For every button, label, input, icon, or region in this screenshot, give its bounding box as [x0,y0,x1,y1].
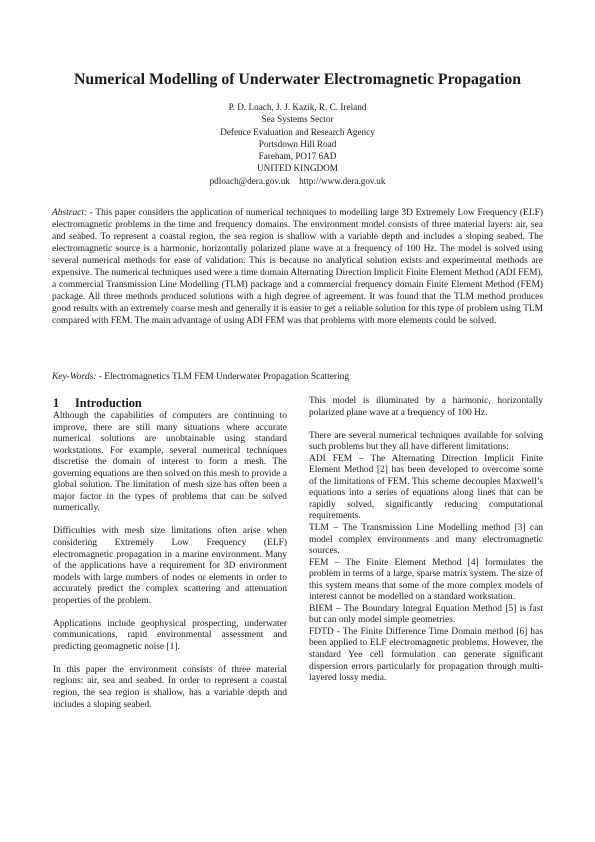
section-heading-introduction [53,396,287,410]
left-column [53,396,287,711]
author-contact: pdloach@dera.gov.uk http://www.dera.gov.uk [209,175,386,186]
abstract-label: Abstract: - [52,208,93,218]
keywords-text: Electromagnetics TLM FEM Underwater Propagation Scattering [104,372,350,382]
author-affiliation-agency: Defence Evaluation and Research Agency [220,126,375,137]
author-address-country: UNITED KINGDOM [257,163,338,174]
intro-paragraph-1: Although the capabilities of computers are continuing to improve, there are still many situations where accurate numerical solutions are unobtainable using standard workstations. For example, several numerical techniques discretise the domain of interest to form a mesh. The governing equations are then solved on this mesh to provide a global solution. The limitation of mesh size has often been a major factor in the types of problems that can be solved numerically. [53,411,287,514]
keywords-label: Key-Words: - [52,372,102,382]
method-adi-fem: ADI FEM – The Alternating Direction Implicit Finite Element Method [2] has been developed to overcome some of the limitations of FEM. This scheme decouples Maxwell’s equations into a series of equations along lines that can be rapidly solved, significantly reducing computational requirements. [309,453,543,522]
abstract [52,207,543,327]
section-title: Introduction [75,396,142,410]
author-address-town: Fareham, PO17 6AD [258,151,337,162]
section-number: 1 [53,396,60,410]
abstract-text: This paper considers the application of numerical techniques to modelling large 3D Extremely Low Frequency (ELF) electromagnetic problems in the time and frequency domains. The environment model consists of three material layers: air, sea and seabed. To represent a coastal region, the sea region is shallow with a variable depth and includes a sloping seabed. The electromagnetic source is a harmonic, horizontally polarized plane wave at a frequency of 100 Hz. The model is solved using several numerical methods for ease of validation. This is because no analytical solution exists and experimental methods are expensive. The numerical techniques used were a time domain Alternating Direction Implicit Finite Element Method (ADI FEM), a commercial Transmission Line Modelling (TLM) package and a commercial frequency domain Finite Element Method (FEM) package. All three methods produced solutions with a high degree of agreement. It was found that the TLM method produces good results with an extremely coarse mesh and generally it is easier to get a reliable solution for this type of problem using TLM compared with FEM. The main advantage of using ADI FEM was that problems with more elements could be solved. [52,208,543,327]
right-column [309,396,543,685]
author-block [100,101,495,187]
intro-paragraph-3: Applications include geophysical prospecting, underwater communications, rapid environmental assessment and predicting geomagnetic noise [1]. [53,618,287,652]
method-fem: FEM – The Finite Element Method [4] formulates the problem in terms of a large, sparse matrix system. The size of this system means that some of the more complex models of interest cannot be modelled on a standard workstation. [309,557,543,603]
intro-paragraph-6: There are several numerical techniques available for solving such problems but they all have different limitations: [309,430,543,453]
intro-paragraph-5: This model is illuminated by a harmonic, horizontally polarized plane wave at a frequency of 100 Hz. [309,396,543,418]
intro-paragraph-4: In this paper the environment consists of three material regions: air, sea and seabed. In order to represent a coastal region, the sea region is shallow, has a variable depth and includes a sloping seabed. [53,664,287,710]
author-names: P. D. Loach, J. J. Kazik, R. C. Ireland [228,102,367,112]
method-fdtd: FDTD - The Finite Difference Time Domain method [6] has been applied to ELF electromagnetic problems. However, the standard Yee cell formulation can generate significant dispersion errors particularly for propagation through multi-layered lossy media. [309,626,543,684]
method-tlm: TLM – The Transmission Line Modelling method [3] can model complex environments and many electromagnetic sources. [309,522,543,557]
intro-paragraph-2: Difficulties with mesh size limitations often arise when considering Extremely Low Frequency (ELF) electromagnetic propagation in a marine environment. Many of the applications have a requirement for 3D environment models with large numbers of nodes or elements in order to accurately predict the complex scattering and attenuation properties of the problem. [53,526,287,606]
author-address-street: Portsdown Hill Road [258,138,337,149]
keywords [52,371,543,383]
author-affiliation-sector: Sea Systems Sector [261,114,334,125]
paper-title: Numerical Modelling of Underwater Electromagnetic Propagation [73,71,522,88]
method-biem: BIEM – The Boundary Integral Equation Method [5] is fast but can only model simple geometries. [309,603,543,626]
